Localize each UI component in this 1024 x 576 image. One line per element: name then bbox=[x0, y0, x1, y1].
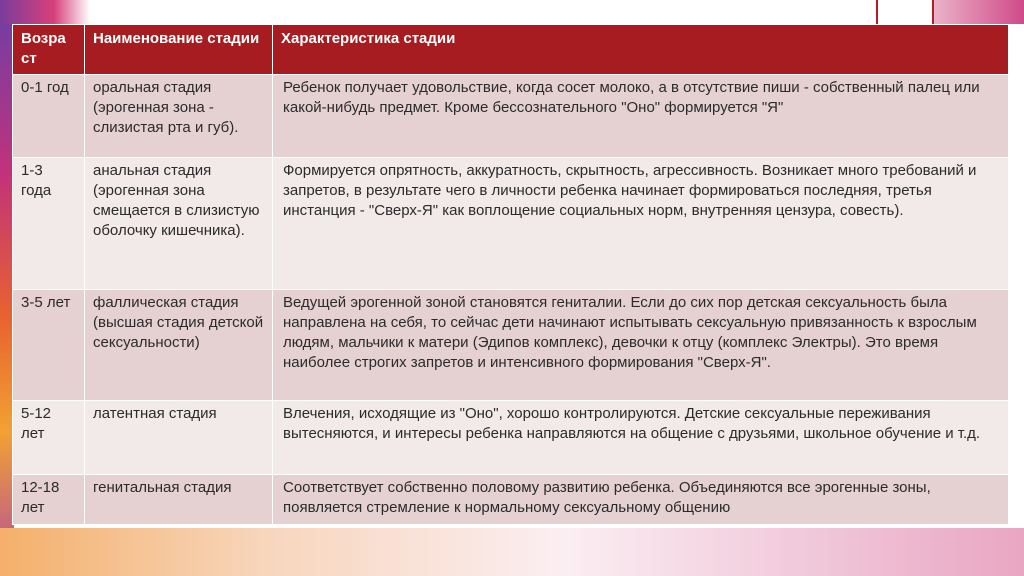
decorative-top-left-gradient bbox=[0, 0, 90, 24]
cell-description: Ведущей эрогенной зоной становятся гениталии. Если до сих пор детская сексуальность была направлена на себя, то сейчас дети начинают испытывать сексуальную привязанность к взрослым людям, мальчики к матери (Эдипов комплекс), девочки к отцу (комплекс Электры). Это время наиболее строгих запретов и интенсивного формирования "Сверх-Я". bbox=[273, 290, 1009, 401]
cell-age: 1-3 года bbox=[13, 158, 85, 290]
cell-stage-name: фаллическая стадия (высшая стадия детской сексуальности) bbox=[85, 290, 273, 401]
cell-age: 5-12 лет bbox=[13, 401, 85, 475]
cell-description: Соответствует собственно половому развитию ребенка. Объединяются все эрогенные зоны, появляется стремление к нормальному сексуальному общению bbox=[273, 475, 1009, 525]
cell-description: Формируется опрятность, аккуратность, скрытность, агрессивность. Возникает много требований и запретов, в результате чего в личности ребенка начинает формироваться последняя, третья инстанция - "Сверх-Я" как воплощение социальных норм, внутренняя цензура, совесть). bbox=[273, 158, 1009, 290]
header-age: Возра ст bbox=[13, 25, 85, 75]
psychosexual-stages-table bbox=[12, 24, 1009, 525]
cell-stage-name: оральная стадия (эрогенная зона - слизистая рта и губ). bbox=[85, 75, 273, 158]
header-stage-name: Наименование стадии bbox=[85, 25, 273, 75]
table-row bbox=[13, 401, 1009, 475]
table-row bbox=[13, 158, 1009, 290]
header-stage-characteristic: Характеристика стадии bbox=[273, 25, 1009, 75]
cell-description: Ребенок получает удовольствие, когда сосет молоко, а в отсутствие пиши - собственный палец или какой-нибудь предмет. Кроме бессознательного "Оно" формируется "Я" bbox=[273, 75, 1009, 158]
cell-description: Влечения, исходящие из "Оно", хорошо контролируются. Детские сексуальные переживания вытесняются, и интересы ребенка направляются на общение с друзьями, школьное обучение и т.д. bbox=[273, 401, 1009, 475]
cell-stage-name: генитальная стадия bbox=[85, 475, 273, 525]
table-row bbox=[13, 290, 1009, 401]
cell-age: 3-5 лет bbox=[13, 290, 85, 401]
cell-stage-name: латентная стадия bbox=[85, 401, 273, 475]
decorative-corner-tab bbox=[876, 0, 934, 24]
cell-stage-name: анальная стадия (эрогенная зона смещается в слизистую оболочку кишечника). bbox=[85, 158, 273, 290]
table-row bbox=[13, 475, 1009, 525]
table-row bbox=[13, 75, 1009, 158]
table-header-row bbox=[13, 25, 1009, 75]
cell-age: 12-18 лет bbox=[13, 475, 85, 525]
decorative-bottom-gradient bbox=[0, 528, 1024, 576]
cell-age: 0-1 год bbox=[13, 75, 85, 158]
